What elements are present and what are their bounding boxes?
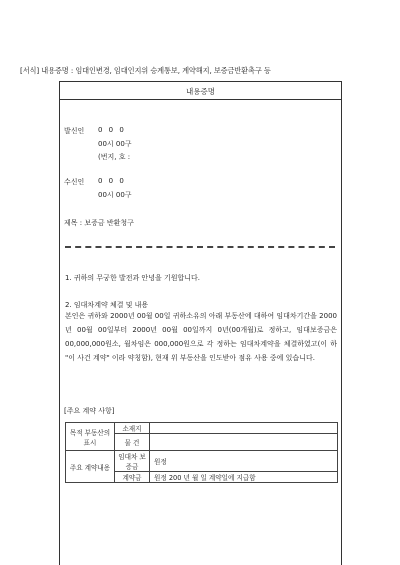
contract-fee-label-cell: 계약금	[115, 472, 150, 483]
property-header-cell: 목적 부동산의 표시	[66, 423, 115, 451]
recipient-label: 수신인	[64, 178, 85, 186]
building-value-cell	[150, 434, 338, 451]
title-divider	[60, 99, 341, 100]
section-1: 1. 귀하의 무궁한 발전과 안녕을 기원합니다.	[65, 274, 200, 282]
location-value-cell	[150, 423, 338, 434]
subject-line: 제목 : 보증금 반환청구	[64, 219, 134, 227]
building-label-cell: 물 건	[115, 434, 150, 451]
recipient-address: 00시 00구	[98, 191, 132, 199]
deposit-label-cell: 임대차 보증금	[115, 451, 150, 472]
section-2-title: 2. 임대차계약 체결 및 내용	[65, 301, 149, 309]
contract-terms-table	[65, 422, 338, 483]
document-frame	[59, 81, 342, 565]
deposit-value-cell: 원정	[150, 451, 338, 472]
table-heading: [주요 계약 사항]	[64, 407, 115, 415]
sender-name: 0 0 0	[98, 126, 126, 134]
document-title: 내용증명	[186, 87, 215, 96]
dashed-separator	[65, 246, 335, 248]
location-label-cell: 소재지	[115, 423, 150, 434]
form-header: [서식] 내용증명 : 임대인변경, 임대인지위 승계통보, 계약해지, 보증금반환촉구 등	[20, 66, 271, 75]
section-2-body: 본인은 귀하와 2000년 00월 00일 귀하소유의 아래 부동산에 대하여 임대차기간을 2000년 00월 00일부터 2000년 00월 00일까지 0년(00개월)로 정하고, 임대보증금은 00,000,000원소, 월차임은 000,000원으로 각 정하는 임대차계약을 체결하였고(이 하 "이 사건 계약" 이라 약칭함), 현재 위 부동산을 인도받아 점유 사용 중에 있습니다.	[65, 312, 337, 362]
contract-header-cell: 주요 계약내용	[66, 451, 115, 483]
recipient-name: 0 0 0	[98, 177, 126, 185]
sender-label: 발신인	[64, 127, 85, 135]
sender-address-detail: (번지, 호 :	[98, 153, 131, 161]
contract-fee-value-cell: 원정 200 년 월 일 계약일에 지급함	[150, 472, 338, 483]
sender-address: 00시 00구	[98, 140, 132, 148]
